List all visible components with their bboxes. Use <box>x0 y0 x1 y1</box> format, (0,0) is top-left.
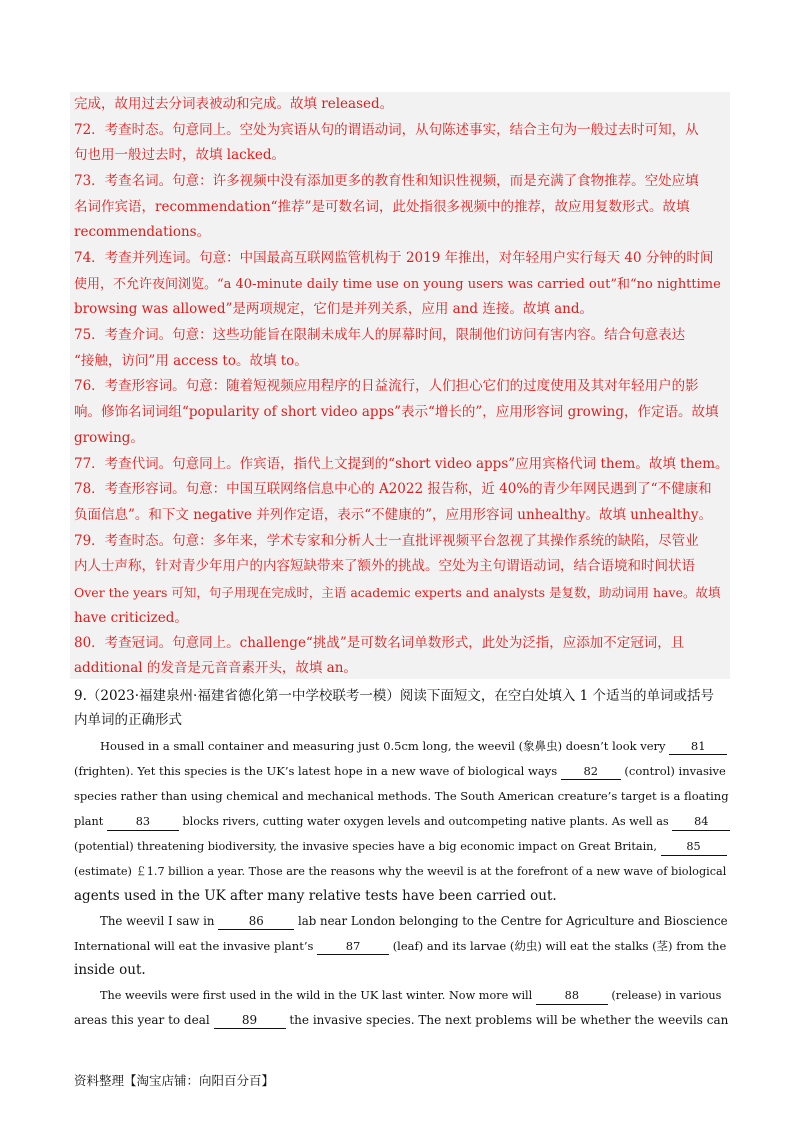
passage-line: inside out. <box>74 962 146 978</box>
answer-line: have criticized。 <box>74 610 188 626</box>
blank-84[interactable]: 84 <box>672 814 730 831</box>
answer-line: 78．考查形容词。句意：中国互联网络信息中心的 A2022 报告称，近 40%的青少年网民遇到了“不健康和 <box>74 481 712 497</box>
blank-85[interactable]: 85 <box>661 839 727 856</box>
blank-81[interactable]: 81 <box>669 738 727 755</box>
passage-line: plant 83 blocks rivers, cutting water oxygen levels and outcompeting native plants. As well as 84 <box>74 809 730 834</box>
passage-line: International will eat the invasive plant’s 87 (leaf) and its larvae (幼虫) will eat the stalks (茎) from the <box>74 939 727 953</box>
blank-82[interactable]: 82 <box>561 763 621 780</box>
blank-83[interactable]: 83 <box>107 814 179 831</box>
answer-line: recommendations。 <box>74 224 211 240</box>
passage-line: The weevils were first used in the wild in the UK last winter. Now more will 88 (release) in various <box>100 983 730 1008</box>
passage-line: (potential) threatening biodiversity, the invasive species have a big economic impact on Great Britain, 85 <box>74 834 730 859</box>
passage-line: agents used in the UK after many relative tests have been carried out. <box>74 888 557 904</box>
answer-line: browsing was allowed”是两项规定，它们是并列关系，应用 and 连接。故填 and。 <box>74 301 594 317</box>
answer-line: 名词作宾语，recommendation“推荐”是可数名词，此处指很多视频中的推荐，故应用复数形式。故填 <box>74 199 690 215</box>
answer-line: 完成，故用过去分词表被动和完成。故填 released。 <box>74 96 394 112</box>
question-heading: 9.（2023·福建泉州·福建省德化第一中学校联考一模）阅读下面短文，在空白处填入 1 个适当的单词或括号 <box>74 688 714 704</box>
answer-line: 72．考查时态。句意同上。空处为宾语从句的谓语动词，从句陈述事实，结合主句为一般过去时可知，从 <box>74 122 699 138</box>
passage-line: areas this year to deal 89 the invasive species. The next problems will be whether the weevils can <box>74 1013 729 1027</box>
answer-line: growing。 <box>74 430 144 446</box>
passage-line: species rather than using chemical and mechanical methods. The South American creature’s target is a floating <box>74 789 729 803</box>
answer-line: 使用，不允许夜间浏览。“a 40-minute daily time use on young users was carried out”和“no nighttime <box>74 277 721 292</box>
answer-line: 句也用一般过去时，故填 lacked。 <box>74 147 286 163</box>
passage-line: The weevil I saw in 86 lab near London belonging to the Centre for Agriculture and Bioscience <box>100 914 728 928</box>
answer-line: 响。修饰名词词组“popularity of short video apps”表示“增长的”，应用形容词 growing，作定语。故填 <box>74 404 719 420</box>
answer-line: 负面信息”。和下文 negative 并列作定语，表示“不健康的”，应用形容词 unhealthy。故填 unhealthy。 <box>74 507 712 523</box>
answer-line: 内人士声称，针对青少年用户的内容短缺带来了额外的挑战。空处为主句谓语动词，结合语境和时间状语 <box>74 558 695 574</box>
passage-line: (estimate) ￡1.7 billion a year. Those are the reasons why the weevil is at the forefront of a new wave of biological <box>74 865 727 878</box>
answer-line: 73．考查名词。句意：许多视频中没有添加更多的教育性和知识性视频，而是充满了食物推荐。空处应填 <box>74 173 699 189</box>
blank-87[interactable]: 87 <box>317 938 389 955</box>
answer-line: additional 的发音是元音音素开头，故填 an。 <box>74 660 357 676</box>
answer-line: 74．考查并列连词。句意：中国最高互联网监管机构于 2019 年推出，对年轻用户实行每天 40 分钟的时间 <box>74 250 714 266</box>
blank-86[interactable]: 86 <box>218 913 294 930</box>
passage-line: Housed in a small container and measuring just 0.5cm long, the weevil (象鼻虫) doesn’t look very 81 <box>100 734 730 759</box>
answer-line: 80．考查冠词。句意同上。challenge“挑战”是可数名词单数形式，此处为泛指，应添加不定冠词，且 <box>74 635 685 651</box>
page-footer: 资料整理【淘宝店铺：向阳百分百】 <box>74 1073 275 1088</box>
answer-line: 77．考查代词。句意同上。作宾语，指代上文提到的“short video apps”应用宾格代词 them。故填 them。 <box>74 456 729 472</box>
blank-88[interactable]: 88 <box>536 988 608 1005</box>
answer-line: 79．考查时态。句意：多年来，学术专家和分析人士一直批评视频平台忽视了其操作系统的缺陷，尽管业 <box>74 533 699 549</box>
question-heading-cont: 内单词的正确形式 <box>74 712 182 728</box>
answer-line: “接触，访问”用 access to。故填 to。 <box>74 353 308 369</box>
answer-line: Over the years 可知，句子用现在完成时，主语 academic experts and analysts 是复数，助动词用 have。故填 <box>74 585 721 600</box>
answer-line: 76．考查形容词。句意：随着短视频应用程序的日益流行，人们担心它们的过度使用及其对年轻用户的影 <box>74 378 699 394</box>
answer-line: 75．考查介词。句意：这些功能旨在限制未成年人的屏幕时间，限制他们访问有害内容。结合句意表达 <box>74 327 686 343</box>
passage-line: (frighten). Yet this species is the UK’s latest hope in a new wave of biological ways 82 (control) invasive <box>74 764 726 778</box>
blank-89[interactable]: 89 <box>214 1012 286 1029</box>
